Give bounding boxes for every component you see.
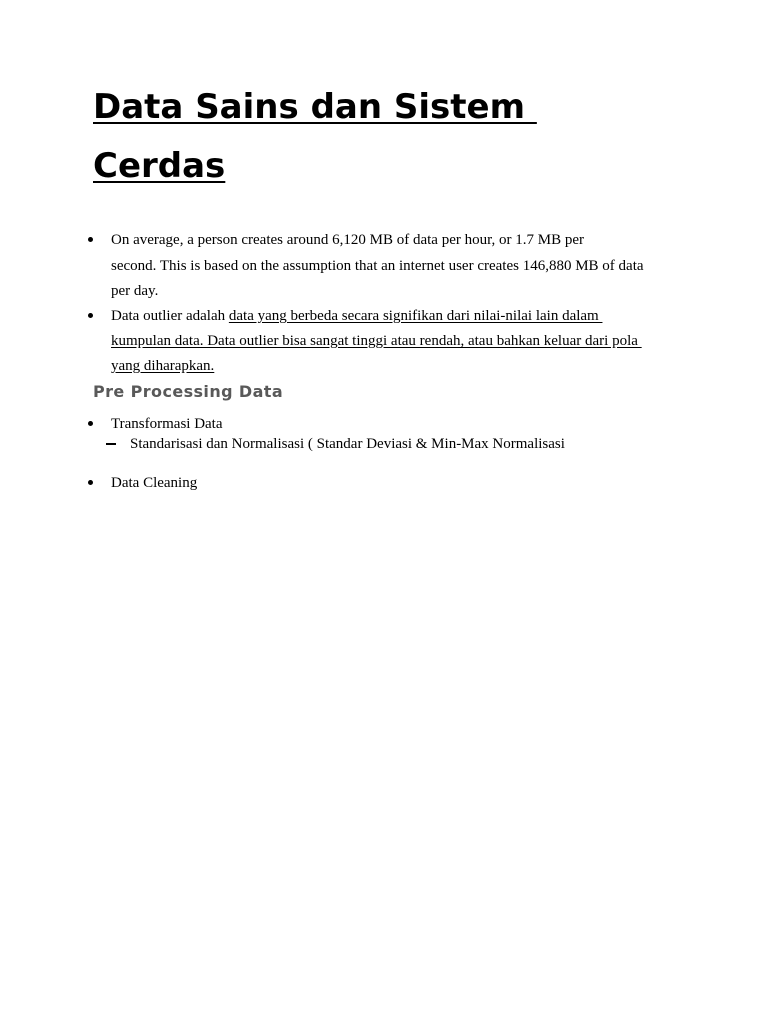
bullet-2-line-3: yang diharapkan. bbox=[111, 358, 215, 374]
sub-item-standarisasi: Standarisasi dan Normalisasi ( Standar Deviasi & Min-Max Normalisasi bbox=[130, 436, 565, 452]
document-title-line-2: Cerdas bbox=[93, 146, 226, 186]
section-heading: Pre Processing Data bbox=[93, 382, 284, 401]
bullet-2-line-1 bbox=[111, 307, 602, 325]
bullet-point-icon bbox=[86, 311, 96, 321]
document-title-line-1: Data Sains dan Sistem bbox=[93, 87, 537, 127]
outlier-definition-text: data yang berbeda secara signifikan dari nilai-nilai lain dalam bbox=[228, 308, 603, 324]
dash-bullet-icon bbox=[106, 443, 116, 445]
bullet-1-line-2: second. This is based on the assumption that an internet user creates 146,880 MB of data bbox=[111, 258, 644, 274]
bullet-point-icon bbox=[86, 419, 96, 429]
bullet-point-icon bbox=[86, 235, 96, 245]
bullet-2-line-2: kumpulan data. Data outlier bisa sangat tinggi atau rendah, atau bahkan keluar dari pola bbox=[111, 333, 642, 349]
bullet-1-line-1: On average, a person creates around 6,120 MB of data per hour, or 1.7 MB per bbox=[111, 232, 584, 248]
section-item-data-cleaning: Data Cleaning bbox=[111, 475, 198, 491]
bullet-1-line-3: per day. bbox=[111, 283, 159, 299]
section-item-transformasi: Transformasi Data bbox=[111, 416, 223, 432]
bullet-point-icon bbox=[86, 478, 96, 488]
outlier-prefix-text: Data outlier adalah bbox=[111, 308, 229, 324]
